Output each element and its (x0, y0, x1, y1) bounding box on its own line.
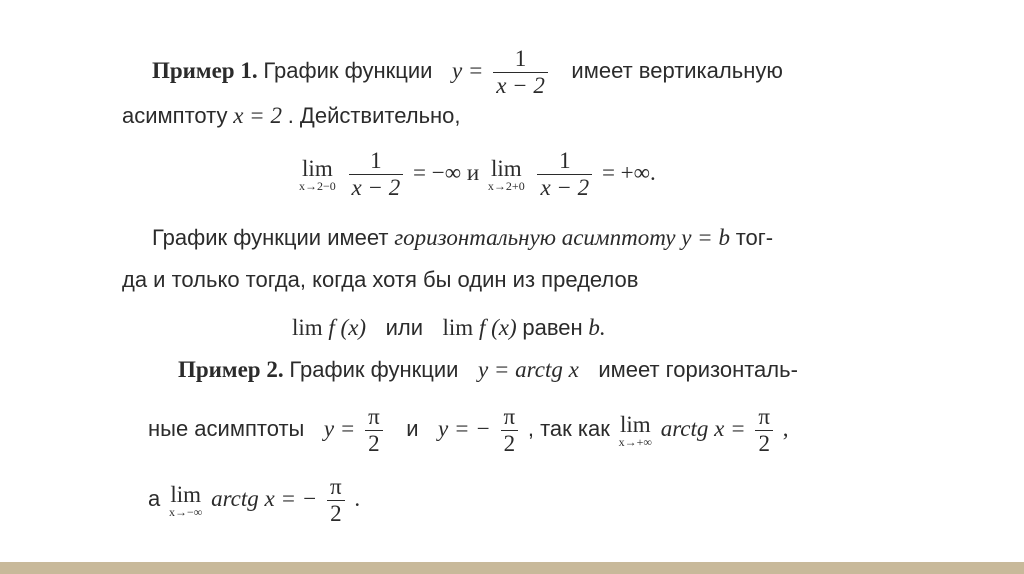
eq-right: = +∞. (601, 160, 656, 186)
pi-over-2-d: $\frac{\pi}{2}$ (327, 474, 345, 528)
limit-plus-inf: lim x→+∞ (618, 411, 652, 449)
example2-text: График функции (289, 357, 459, 382)
limits1-line (296, 148, 656, 202)
limits2-line (292, 316, 606, 339)
or-text: или (385, 315, 424, 340)
arctg-eq-2: arctg x = − (211, 486, 318, 512)
example1-tail: имеет вертикальную (571, 58, 783, 84)
horizontal-text2: да и только тогда, когда хотя бы один из пределов (122, 267, 639, 292)
y2: y = − (438, 416, 491, 442)
y-equals: y = (451, 58, 484, 84)
lim1: lim (292, 315, 323, 340)
example1-line1 (152, 46, 783, 100)
asymptotes-text: ные асимптоты (148, 416, 305, 442)
fraction-left: $\frac{1}{x - 2}$ (349, 148, 404, 202)
bottom-bar (0, 562, 1024, 574)
comma: , (782, 416, 789, 442)
horizontal-text: График функции имеет (152, 225, 389, 250)
fraction-right: $\frac{1}{x - 2}$ (537, 148, 592, 202)
example2-line1 (178, 358, 798, 381)
arctg-eq: arctg x = (660, 416, 746, 442)
horizontal-italic: горизонтальную асимптоту (394, 225, 676, 250)
fraction-1-over-x-2: $\frac{1}{x - 2}$ (493, 46, 548, 100)
example2-line2 (148, 404, 789, 458)
y1: y = (323, 416, 356, 442)
horizontal-eq: y = b (681, 225, 730, 250)
a-text: а (148, 486, 161, 512)
limit-minus-inf: lim x→−∞ (169, 481, 203, 519)
limit-right: lim x→2+0 (487, 155, 525, 193)
f1: f (x) (328, 315, 367, 340)
and-text: и (406, 416, 419, 442)
asymptote-eq: x = 2 (233, 103, 282, 128)
pi-over-2-c: $\frac{\pi}{2}$ (755, 404, 773, 458)
limit-left: lim x→2−0 (299, 155, 336, 193)
since-text: , так как (527, 416, 610, 442)
period: . (354, 486, 361, 512)
b-var: b. (588, 315, 606, 340)
example2-tail: имеет горизонталь- (598, 357, 798, 382)
example2-eq: y = arctg x (477, 357, 579, 382)
pi-over-2-b: $\frac{\pi}{2}$ (501, 404, 519, 458)
example1-text: График функции (263, 58, 433, 84)
eq-left: = −∞ и (413, 160, 480, 186)
example2-label: Пример 2. (178, 357, 284, 382)
horizontal-tail: тог- (735, 225, 774, 250)
f2: f (x) (478, 315, 517, 340)
example2-line3 (148, 474, 360, 528)
equals-text: равен (522, 315, 583, 340)
pi-over-2-a: $\frac{\pi}{2}$ (365, 404, 383, 458)
horizontal-line2 (122, 268, 638, 291)
actually-text: . Действительно, (287, 103, 461, 128)
example1-label: Пример 1. (152, 58, 258, 84)
asymptote-text: асимптоту (122, 103, 228, 128)
horizontal-line1 (152, 226, 773, 249)
lim2: lim (442, 315, 474, 340)
example1-line2 (122, 104, 461, 127)
